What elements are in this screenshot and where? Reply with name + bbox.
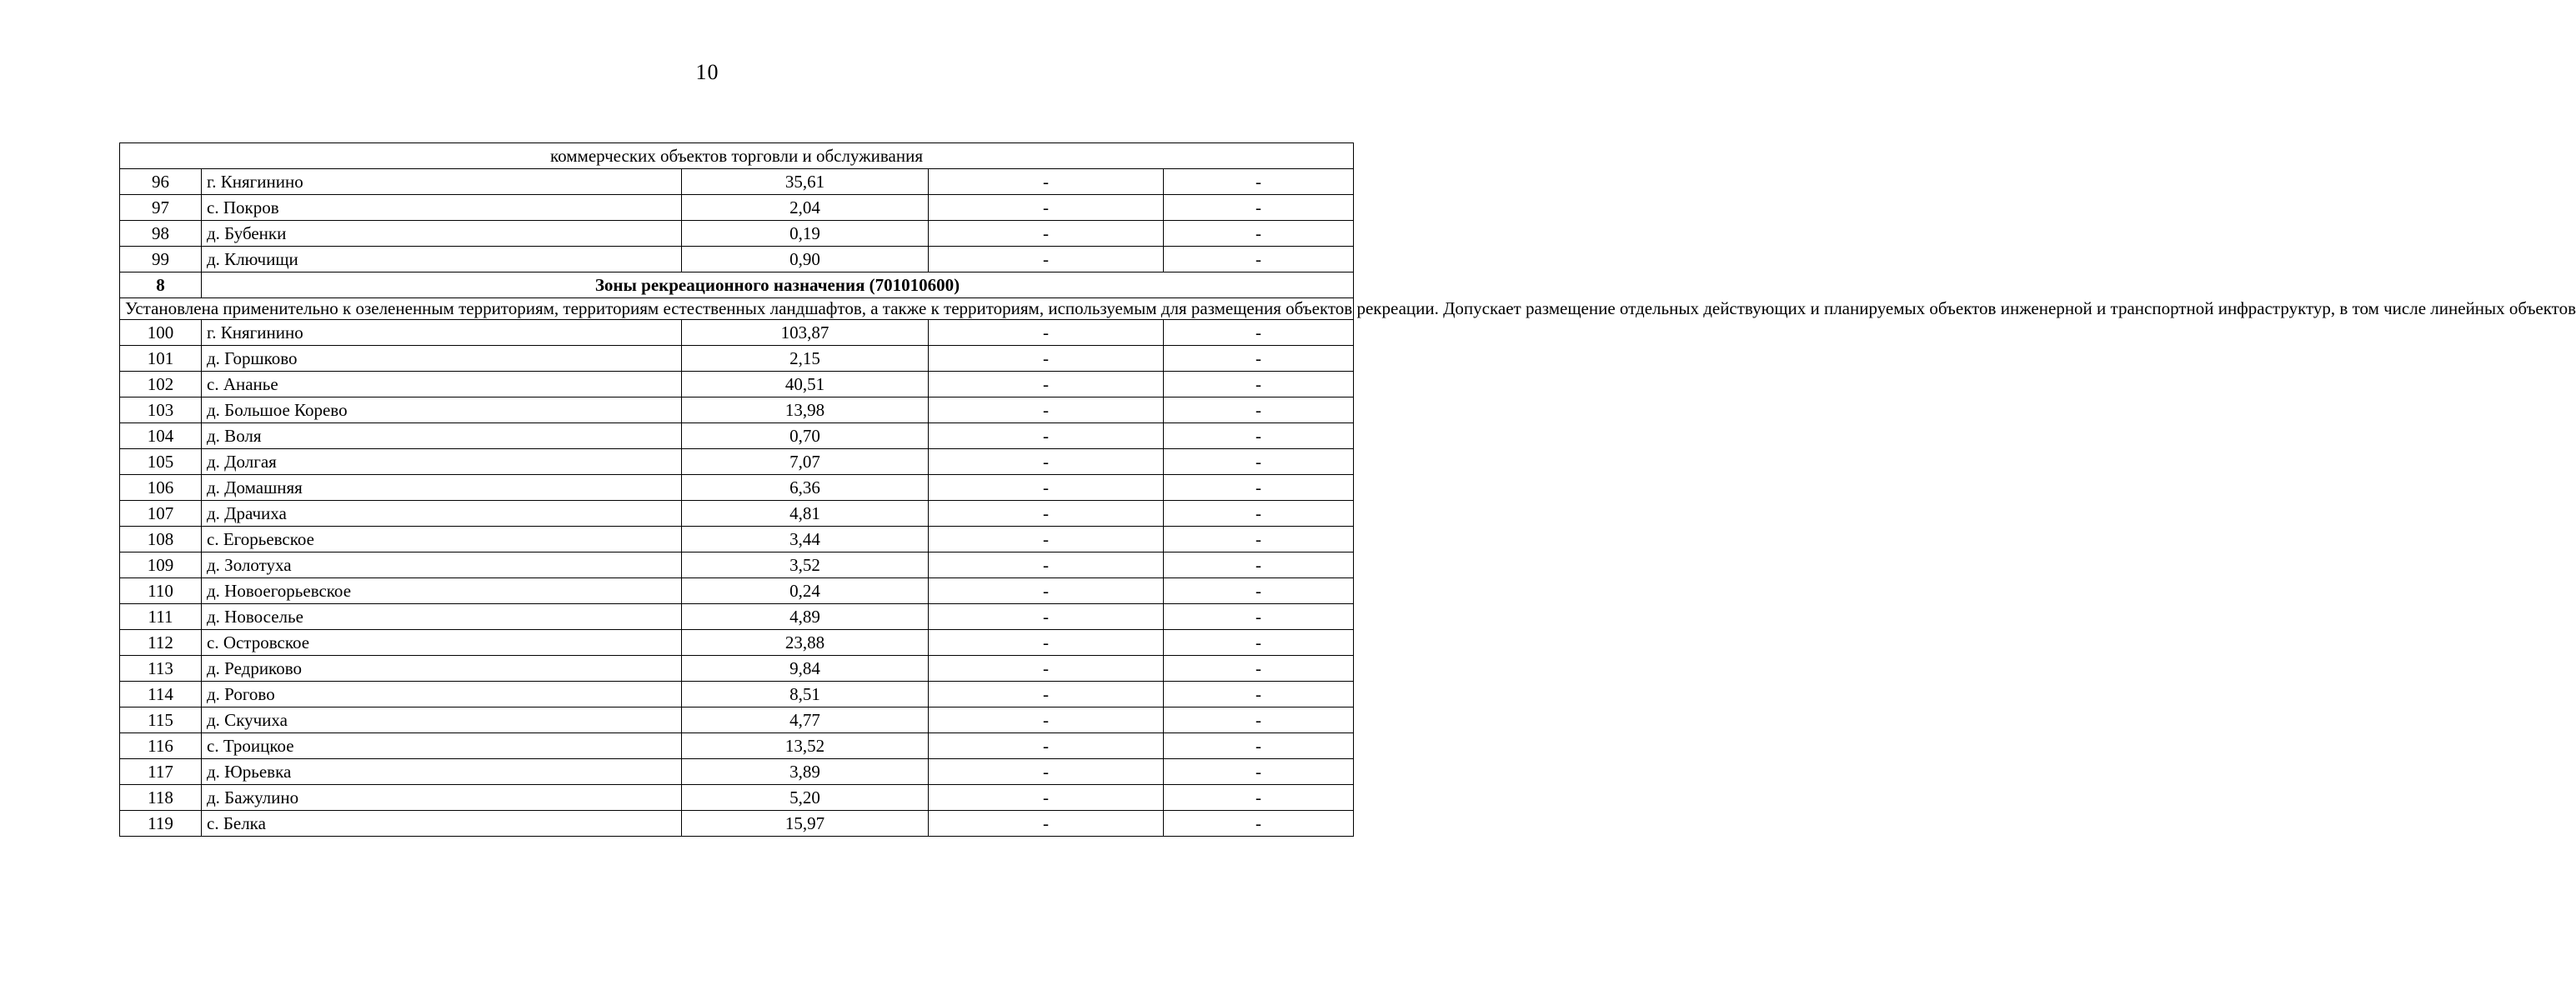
row-number: 108 <box>120 527 202 552</box>
row-col5: - <box>1164 733 1354 759</box>
row-number: 106 <box>120 475 202 501</box>
row-col4: - <box>929 501 1164 527</box>
row-number: 104 <box>120 423 202 449</box>
row-col4: - <box>929 552 1164 578</box>
table-row <box>120 449 1354 475</box>
row-col5: - <box>1164 320 1354 346</box>
row-col5: - <box>1164 169 1354 195</box>
row-locality: с. Троицкое <box>202 733 682 759</box>
row-col4: - <box>929 527 1164 552</box>
row-number: 107 <box>120 501 202 527</box>
row-number: 102 <box>120 372 202 398</box>
table-row <box>120 195 1354 221</box>
row-col4: - <box>929 372 1164 398</box>
row-area: 0,90 <box>682 247 929 272</box>
row-area: 2,04 <box>682 195 929 221</box>
row-number: 103 <box>120 398 202 423</box>
row-number: 96 <box>120 169 202 195</box>
row-area: 13,52 <box>682 733 929 759</box>
row-locality: д. Домашняя <box>202 475 682 501</box>
row-number: 112 <box>120 630 202 656</box>
table-row <box>120 527 1354 552</box>
table-row <box>120 346 1354 372</box>
row-col4: - <box>929 811 1164 837</box>
continuation-header-row <box>120 143 1354 169</box>
row-col5: - <box>1164 195 1354 221</box>
row-locality: д. Новоегорьевское <box>202 578 682 604</box>
table-row <box>120 552 1354 578</box>
row-locality: с. Покров <box>202 195 682 221</box>
row-area: 35,61 <box>682 169 929 195</box>
row-area: 4,77 <box>682 708 929 733</box>
row-col5: - <box>1164 475 1354 501</box>
row-col5: - <box>1164 552 1354 578</box>
row-col5: - <box>1164 656 1354 682</box>
row-area: 2,15 <box>682 346 929 372</box>
section-number: 8 <box>120 272 202 298</box>
row-col5: - <box>1164 759 1354 785</box>
row-number: 119 <box>120 811 202 837</box>
row-number: 110 <box>120 578 202 604</box>
row-col5: - <box>1164 604 1354 630</box>
table-row <box>120 604 1354 630</box>
row-area: 5,20 <box>682 785 929 811</box>
row-locality: с. Ананье <box>202 372 682 398</box>
continuation-header: коммерческих объектов торговли и обслуживания <box>120 143 1354 169</box>
row-col4: - <box>929 423 1164 449</box>
row-col5: - <box>1164 346 1354 372</box>
row-number: 98 <box>120 221 202 247</box>
row-area: 103,87 <box>682 320 929 346</box>
row-number: 109 <box>120 552 202 578</box>
row-locality: д. Редриково <box>202 656 682 682</box>
row-col5: - <box>1164 578 1354 604</box>
row-col5: - <box>1164 630 1354 656</box>
table-row <box>120 656 1354 682</box>
row-number: 114 <box>120 682 202 708</box>
table-row <box>120 475 1354 501</box>
row-number: 113 <box>120 656 202 682</box>
row-locality: с. Белка <box>202 811 682 837</box>
row-area: 6,36 <box>682 475 929 501</box>
row-col5: - <box>1164 682 1354 708</box>
row-col4: - <box>929 604 1164 630</box>
row-col4: - <box>929 656 1164 682</box>
row-area: 0,24 <box>682 578 929 604</box>
row-number: 101 <box>120 346 202 372</box>
row-col4: - <box>929 578 1164 604</box>
row-area: 0,70 <box>682 423 929 449</box>
zones-table <box>119 142 2576 837</box>
row-locality: г. Княгинино <box>202 320 682 346</box>
table-row <box>120 811 1354 837</box>
row-col5: - <box>1164 708 1354 733</box>
row-col4: - <box>929 449 1164 475</box>
row-area: 13,98 <box>682 398 929 423</box>
row-locality: д. Горшково <box>202 346 682 372</box>
row-col5: - <box>1164 501 1354 527</box>
row-locality: д. Золотуха <box>202 552 682 578</box>
row-col4: - <box>929 346 1164 372</box>
table-row <box>120 630 1354 656</box>
row-area: 0,19 <box>682 221 929 247</box>
row-locality: д. Бажулино <box>202 785 682 811</box>
page-number: 10 <box>695 60 719 84</box>
row-locality: д. Долгая <box>202 449 682 475</box>
row-locality: с. Островское <box>202 630 682 656</box>
row-locality: д. Бубенки <box>202 221 682 247</box>
table-row <box>120 372 1354 398</box>
section-description: Установлена применительно к озелененным территориям, территориям естественных ландшафтов, а также к территориям, используемым для размещения объектов рекреации. Допускает размещение отдельных действующих и планируемых объектов инженерной и транспортной инфраструктур, в том числе линейных объектов <box>120 298 1354 320</box>
table-row <box>120 247 1354 272</box>
row-number: 116 <box>120 733 202 759</box>
row-locality: с. Егорьевское <box>202 527 682 552</box>
row-col4: - <box>929 733 1164 759</box>
row-col4: - <box>929 785 1164 811</box>
row-number: 117 <box>120 759 202 785</box>
row-col4: - <box>929 759 1164 785</box>
row-locality: д. Новоселье <box>202 604 682 630</box>
row-col5: - <box>1164 247 1354 272</box>
table-row <box>120 423 1354 449</box>
row-area: 7,07 <box>682 449 929 475</box>
row-area: 15,97 <box>682 811 929 837</box>
table-row <box>120 501 1354 527</box>
row-locality: д. Большое Корево <box>202 398 682 423</box>
row-area: 9,84 <box>682 656 929 682</box>
row-number: 99 <box>120 247 202 272</box>
row-number: 115 <box>120 708 202 733</box>
table-row <box>120 398 1354 423</box>
row-number: 111 <box>120 604 202 630</box>
row-number: 118 <box>120 785 202 811</box>
row-number: 100 <box>120 320 202 346</box>
row-col4: - <box>929 169 1164 195</box>
row-col5: - <box>1164 527 1354 552</box>
row-col5: - <box>1164 423 1354 449</box>
row-area: 40,51 <box>682 372 929 398</box>
row-col5: - <box>1164 221 1354 247</box>
row-col5: - <box>1164 785 1354 811</box>
row-col4: - <box>929 221 1164 247</box>
row-number: 97 <box>120 195 202 221</box>
row-col4: - <box>929 630 1164 656</box>
row-locality: д. Воля <box>202 423 682 449</box>
table-row <box>120 759 1354 785</box>
row-number: 105 <box>120 449 202 475</box>
table-row <box>120 708 1354 733</box>
row-area: 23,88 <box>682 630 929 656</box>
table-row <box>120 221 1354 247</box>
row-locality: д. Драчиха <box>202 501 682 527</box>
row-area: 4,89 <box>682 604 929 630</box>
row-area: 8,51 <box>682 682 929 708</box>
row-locality: д. Рогово <box>202 682 682 708</box>
row-locality: д. Юрьевка <box>202 759 682 785</box>
row-col5: - <box>1164 811 1354 837</box>
row-area: 3,52 <box>682 552 929 578</box>
row-col4: - <box>929 247 1164 272</box>
row-col5: - <box>1164 449 1354 475</box>
table-body <box>120 143 2576 837</box>
row-col4: - <box>929 475 1164 501</box>
section-description-row <box>120 298 1354 320</box>
row-area: 3,44 <box>682 527 929 552</box>
row-col4: - <box>929 195 1164 221</box>
row-area: 3,89 <box>682 759 929 785</box>
table-row <box>120 733 1354 759</box>
row-locality: д. Скучиха <box>202 708 682 733</box>
row-area: 4,81 <box>682 501 929 527</box>
table-row <box>120 578 1354 604</box>
row-locality: д. Ключищи <box>202 247 682 272</box>
section-title: Зоны рекреационного назначения (701010600) <box>202 272 1354 298</box>
row-col4: - <box>929 682 1164 708</box>
row-locality: г. Княгинино <box>202 169 682 195</box>
row-col5: - <box>1164 398 1354 423</box>
row-col4: - <box>929 398 1164 423</box>
row-col5: - <box>1164 372 1354 398</box>
table-row <box>120 320 1354 346</box>
section-header-row <box>120 272 1354 298</box>
row-col4: - <box>929 708 1164 733</box>
table-row <box>120 169 1354 195</box>
table-row <box>120 785 1354 811</box>
table-row <box>120 682 1354 708</box>
row-col4: - <box>929 320 1164 346</box>
